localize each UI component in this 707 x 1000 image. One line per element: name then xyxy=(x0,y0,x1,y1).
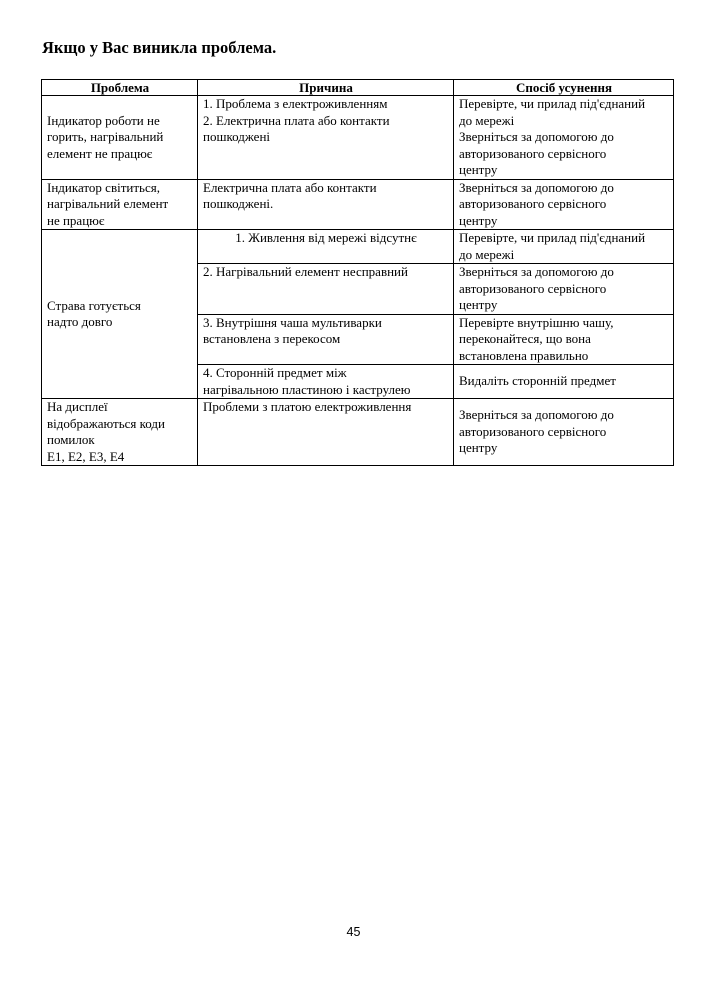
text-line: пошкоджені. xyxy=(203,196,274,211)
text-line: Зверніться за допомогою до xyxy=(459,179,614,195)
text-line: пошкоджені xyxy=(203,129,271,144)
column-header-solution: Спосіб усунення xyxy=(454,80,674,96)
text-line: до мережі xyxy=(459,246,515,262)
table-row xyxy=(42,399,674,466)
problem-cell xyxy=(42,179,198,230)
text-line: Зверніться за допомогою до xyxy=(459,407,614,423)
text-line: 1. Живлення від мережі відсутнє xyxy=(235,230,417,245)
cause-cell xyxy=(198,96,454,180)
text-line: авторизованого сервісного xyxy=(459,280,607,296)
text-line: Перевірте, чи прилад під'єднаний xyxy=(459,96,646,111)
text-line: встановлена правильно xyxy=(459,347,589,363)
text-line: надто довго xyxy=(47,314,113,329)
text-line: Індикатор світиться, xyxy=(47,179,160,195)
text-line: E1, E2, E3, E4 xyxy=(47,448,125,464)
problem-cell xyxy=(42,230,198,399)
text-line: Страва готується xyxy=(47,297,141,313)
text-line: центру xyxy=(459,297,498,312)
text-line: центру xyxy=(459,162,498,177)
text-line: нагрівальною пластиною і каструлею xyxy=(203,381,411,397)
solution-cell xyxy=(454,365,674,399)
table-row xyxy=(42,179,674,230)
text-line: центру xyxy=(459,212,498,228)
text-line: авторизованого сервісного xyxy=(459,423,607,439)
table-row xyxy=(42,96,674,180)
text-line: 4. Сторонній предмет між xyxy=(203,365,347,380)
column-header-problem: Проблема xyxy=(42,80,198,96)
cause-cell xyxy=(198,399,454,466)
solution-cell xyxy=(454,230,674,264)
cause-cell xyxy=(198,264,454,315)
text-line: 2. Електрична плата або контакти xyxy=(203,112,390,128)
text-line: Перевірте, чи прилад під'єднаний xyxy=(459,230,646,245)
text-line: горить, нагрівальний xyxy=(47,129,164,144)
cause-cell xyxy=(198,179,454,230)
solution-cell xyxy=(454,399,674,466)
text-line: центру xyxy=(459,440,498,456)
text-line: Електрична плата або контакти xyxy=(203,179,377,195)
cause-cell xyxy=(198,314,454,365)
table-header-row xyxy=(42,80,674,96)
text-line: Зверніться за допомогою до xyxy=(459,264,614,279)
page-number: 45 xyxy=(346,925,361,939)
column-header-cause: Причина xyxy=(198,80,454,96)
text-line: авторизованого сервісного xyxy=(459,196,607,211)
text-line: Проблеми з платою електроживлення xyxy=(203,399,412,414)
text-line: 2. Нагрівальний елемент несправний xyxy=(203,264,408,279)
text-line: помилок xyxy=(47,432,95,447)
text-line: Індикатор роботи не xyxy=(47,112,160,128)
text-line: переконайтеся, що вона xyxy=(459,331,591,346)
problem-cell xyxy=(42,399,198,466)
text-line: На дисплеї xyxy=(47,399,108,414)
solution-cell xyxy=(454,314,674,365)
text-line: не працює xyxy=(47,212,105,228)
text-line: елемент не працює xyxy=(47,145,153,161)
text-line: відображаються коди xyxy=(47,415,166,431)
text-line: Зверніться за допомогою до xyxy=(459,129,614,144)
page-heading: Якщо у Вас виникла проблема. xyxy=(42,38,277,57)
text-line: 3. Внутрішня чаша мультиварки xyxy=(203,314,382,330)
solution-cell xyxy=(454,179,674,230)
text-line: нагрівальний елемент xyxy=(47,196,169,211)
cause-cell xyxy=(198,230,454,264)
text-line: авторизованого сервісного xyxy=(459,145,607,161)
troubleshooting-table xyxy=(41,79,674,466)
solution-cell xyxy=(454,264,674,315)
text-line: Перевірте внутрішню чашу, xyxy=(459,314,614,330)
text-line: до мережі xyxy=(459,112,515,128)
table-row xyxy=(42,230,674,264)
problem-cell xyxy=(42,96,198,180)
text-line: встановлена з перекосом xyxy=(203,331,341,346)
solution-cell xyxy=(454,96,674,180)
cause-cell xyxy=(198,365,454,399)
text-line: 1. Проблема з електроживленням xyxy=(203,96,388,111)
text-line: Видаліть сторонній предмет xyxy=(459,373,616,389)
